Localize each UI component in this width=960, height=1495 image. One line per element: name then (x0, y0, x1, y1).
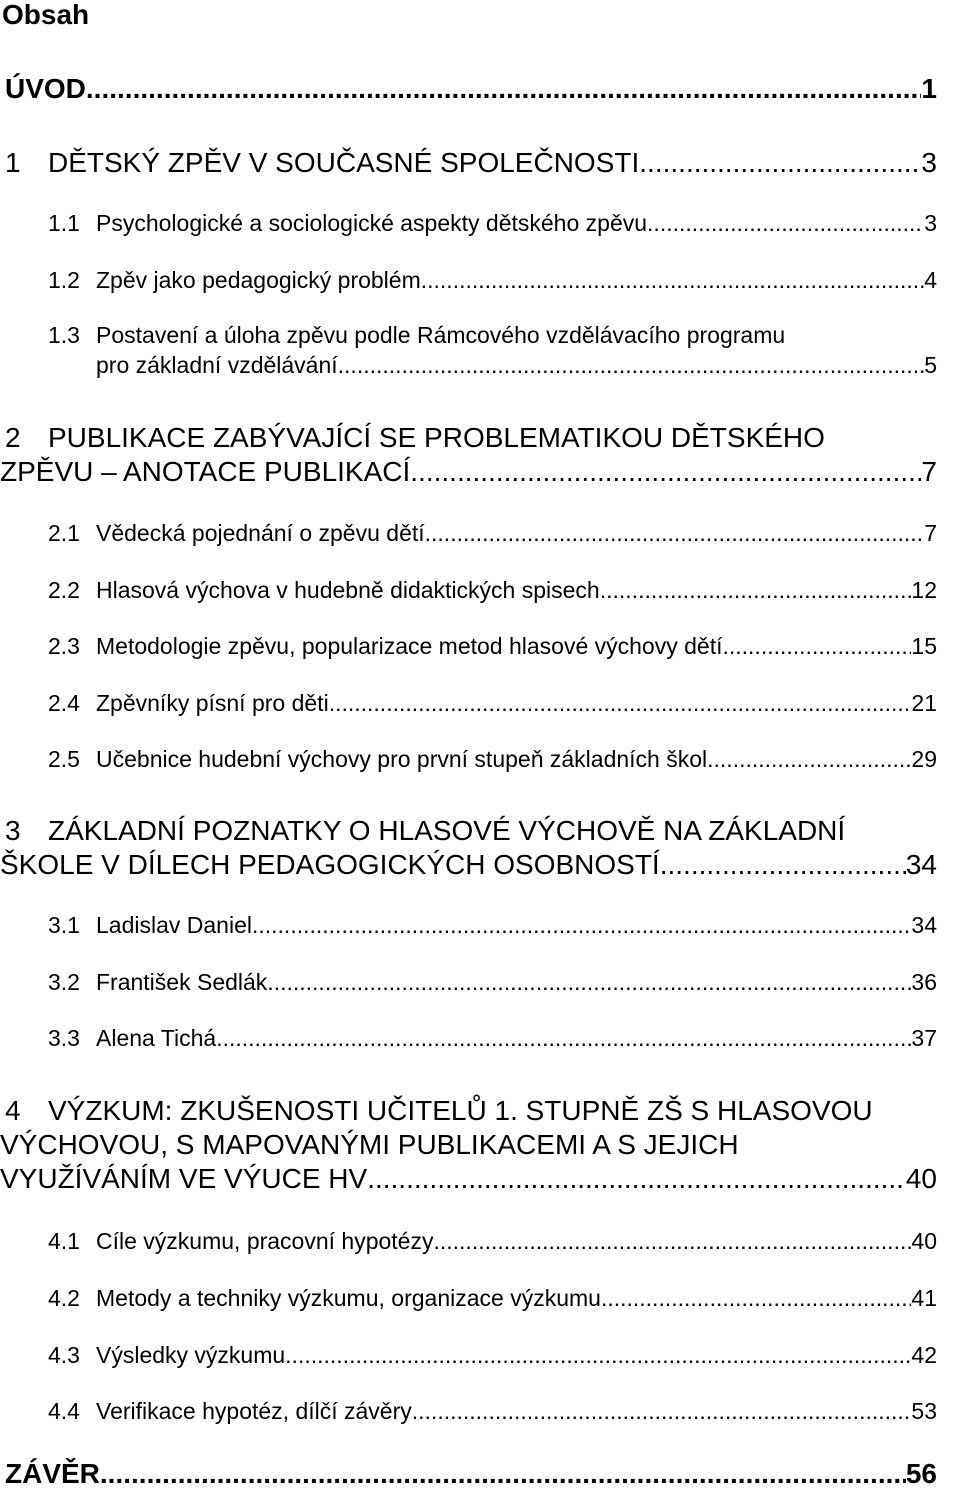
dot-leader (647, 208, 924, 238)
toc-entry-title: PUBLIKACE ZABÝVAJÍCÍ SE PROBLEMATIKOU DĚTSKÉHO (48, 422, 825, 453)
toc-entry-title: Alena Tichá (96, 1025, 217, 1051)
toc-page-number: 21 (911, 690, 937, 716)
dot-leader (252, 910, 911, 940)
toc-entry-number: 3.1 (48, 912, 80, 938)
dot-leader (707, 744, 911, 774)
toc-entry-number: 2.4 (48, 690, 80, 716)
toc-page-number: 7 (921, 456, 937, 487)
toc-entry-uvod[interactable] (5, 72, 937, 106)
toc-entry-section-1-2[interactable] (48, 265, 937, 295)
toc-page-number: 4 (924, 267, 937, 293)
toc-entry-title: Postavení a úloha zpěvu podle Rámcového vzdělávacího programu (96, 322, 786, 348)
toc-entry-zaver[interactable] (5, 1457, 937, 1491)
toc-entry-section-3-2[interactable] (48, 967, 937, 997)
toc-page-number: 42 (911, 1342, 937, 1368)
toc-entry-title-continued: VYUŽÍVÁNÍM VE VÝUCE HV (0, 1163, 368, 1194)
toc-page-number: 37 (911, 1025, 937, 1051)
toc-entry-number: 2.1 (48, 520, 80, 546)
dot-leader (329, 688, 912, 718)
dot-leader (367, 1162, 906, 1196)
toc-page-number: 56 (905, 1458, 937, 1489)
dot-leader (722, 631, 911, 661)
toc-entry-section-1-1[interactable] (48, 208, 937, 238)
toc-entry-section-2-3[interactable] (48, 631, 937, 661)
toc-page-number: 36 (911, 969, 937, 995)
dot-leader (267, 967, 911, 997)
toc-entry-title-continued: ŠKOLE V DÍLECH PEDAGOGICKÝCH OSOBNOSTÍ (0, 849, 660, 880)
toc-entry-section-2-5[interactable] (48, 744, 937, 774)
dot-leader (410, 455, 921, 489)
dot-leader (660, 848, 906, 882)
toc-page-number: 34 (911, 912, 937, 938)
toc-entry-number: 4 (5, 1095, 21, 1126)
toc-page-number: 7 (924, 520, 937, 546)
toc-entry-title: ZÁVĚR (5, 1458, 100, 1489)
dot-leader (600, 575, 912, 605)
toc-entry-title-continued: VÝCHOVOU, S MAPOVANÝMI PUBLIKACEMI A S JEJICH (0, 1129, 739, 1160)
toc-entry-title: Výsledky výzkumu (96, 1342, 286, 1368)
toc-entry-number: 3 (5, 815, 21, 846)
toc-entry-title-continued: pro základní vzdělávání (96, 352, 338, 378)
toc-page-number: 1 (921, 73, 937, 104)
toc-page-number: 29 (911, 746, 937, 772)
toc-entry-title: VÝZKUM: ZKUŠENOSTI UČITELŮ 1. STUPNĚ ZŠ S HLASOVOU (48, 1095, 873, 1126)
toc-entry-number: 4.2 (48, 1285, 80, 1311)
toc-entry-title: Hlasová výchova v hudebně didaktických spisech (96, 577, 600, 603)
toc-entry-chapter-1[interactable] (5, 146, 937, 180)
toc-entry-title: DĚTSKÝ ZPĚV V SOUČASNÉ SPOLEČNOSTI (48, 147, 640, 178)
toc-page-number: 3 (921, 147, 937, 178)
toc-entry-chapter-2[interactable] (0, 421, 937, 489)
toc-entry-number: 3.2 (48, 969, 80, 995)
toc-entry-section-2-2[interactable] (48, 575, 937, 605)
toc-page-number: 53 (911, 1398, 937, 1424)
toc-entry-section-4-3[interactable] (48, 1340, 937, 1370)
toc-page-number: 5 (924, 352, 937, 378)
dot-leader (639, 146, 921, 180)
toc-entry-number: 1 (5, 147, 21, 178)
dot-leader (100, 1457, 906, 1491)
toc-entry-section-4-2[interactable] (48, 1283, 937, 1313)
dot-leader (86, 72, 922, 106)
toc-page-number: 3 (924, 210, 937, 236)
toc-entry-number: 2.3 (48, 633, 80, 659)
toc-entry-chapter-3[interactable] (0, 814, 937, 882)
toc-entry-section-2-4[interactable] (48, 688, 937, 718)
toc-page-number: 15 (911, 633, 937, 659)
toc-page-number: 12 (911, 577, 937, 603)
toc-entry-number: 3.3 (48, 1025, 80, 1051)
toc-entry-title: Ladislav Daniel (96, 912, 252, 938)
toc-entry-title-continued: ZPĚVU – ANOTACE PUBLIKACÍ (0, 456, 411, 487)
dot-leader (433, 1226, 911, 1256)
dot-leader (338, 350, 925, 380)
toc-page-number: 40 (905, 1163, 937, 1194)
toc-entry-title: Zpěv jako pedagogický problém (96, 267, 421, 293)
toc-entry-section-1-3[interactable] (48, 320, 937, 380)
toc-entry-number: 4.3 (48, 1342, 80, 1368)
toc-entry-number: 1.2 (48, 267, 80, 293)
toc-entry-title: ÚVOD (5, 73, 86, 104)
dot-leader (425, 518, 925, 548)
toc-entry-number: 4.4 (48, 1398, 80, 1424)
toc-entry-title: Metodologie zpěvu, popularizace metod hlasové výchovy dětí (96, 633, 723, 659)
toc-entry-title: Cíle výzkumu, pracovní hypotézy (96, 1228, 434, 1254)
toc-page-number: 34 (905, 849, 937, 880)
toc-entry-number: 1.3 (48, 322, 80, 348)
toc-entry-title: Učebnice hudební výchovy pro první stupeň základních škol (96, 746, 708, 772)
toc-entry-section-4-4[interactable] (48, 1396, 937, 1426)
toc-entry-section-3-3[interactable] (48, 1023, 937, 1053)
dot-leader (421, 265, 924, 295)
toc-entry-title: ZÁKLADNÍ POZNATKY O HLASOVÉ VÝCHOVĚ NA ZÁKLADNÍ (48, 815, 846, 846)
toc-entry-title: Verifikace hypotéz, dílčí závěry (96, 1398, 412, 1424)
toc-page-number: 41 (911, 1285, 937, 1311)
dot-leader (412, 1396, 912, 1426)
toc-entry-section-2-1[interactable] (48, 518, 937, 548)
dot-leader (601, 1283, 911, 1313)
toc-entry-number: 1.1 (48, 210, 80, 236)
toc-entry-title: Metody a techniky výzkumu, organizace výzkumu (96, 1285, 601, 1311)
dot-leader (285, 1340, 911, 1370)
toc-entry-number: 2 (5, 422, 21, 453)
dot-leader (216, 1023, 911, 1053)
toc-entry-section-3-1[interactable] (48, 910, 937, 940)
toc-entry-number: 2.2 (48, 577, 80, 603)
toc-entry-title: Psychologické a sociologické aspekty dětského zpěvu (96, 210, 648, 236)
toc-entry-title: Vědecká pojednání o zpěvu dětí (96, 520, 425, 546)
toc-entry-number: 2.5 (48, 746, 80, 772)
toc-entry-section-4-1[interactable] (48, 1226, 937, 1256)
page-title: Obsah (2, 0, 90, 30)
toc-entry-chapter-4[interactable] (0, 1094, 937, 1196)
toc-entry-number: 4.1 (48, 1228, 80, 1254)
toc-entry-title: František Sedlák (96, 969, 268, 995)
toc-page-number: 40 (911, 1228, 937, 1254)
toc-entry-title: Zpěvníky písní pro děti (96, 690, 329, 716)
